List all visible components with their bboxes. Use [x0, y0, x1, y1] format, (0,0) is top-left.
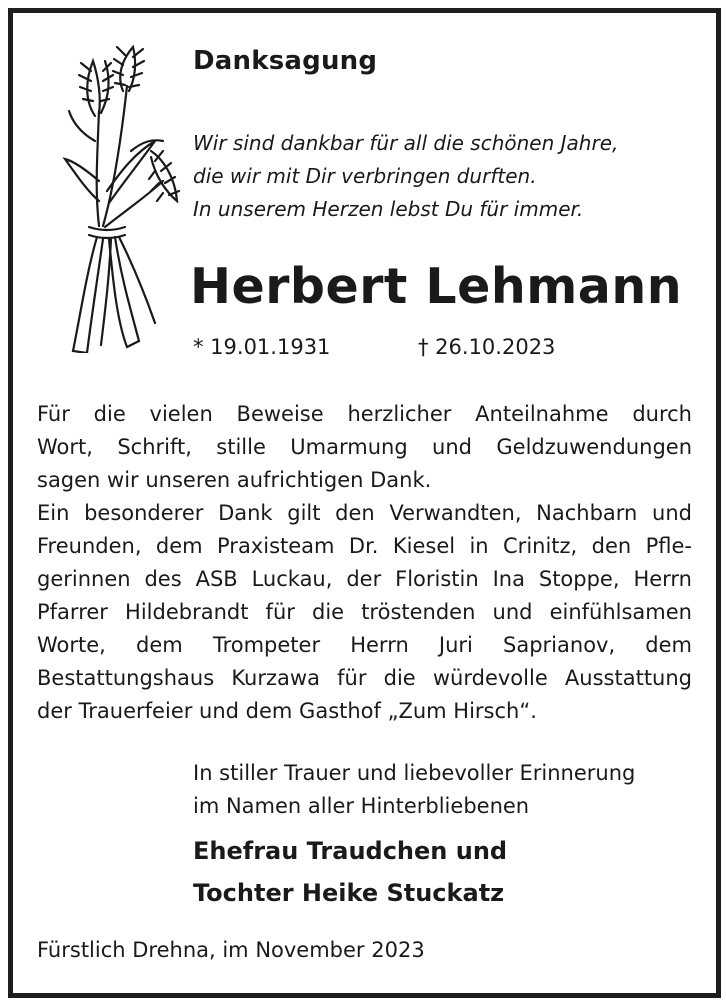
obituary-card	[8, 8, 721, 998]
text-line: Worte, dem Trompeter Herrn Juri Saprianov, dem	[37, 633, 692, 657]
verse-line: In unserem Herzen lebst Du für immer.	[193, 197, 584, 221]
closing-lines	[193, 757, 635, 823]
deceased-name: Herbert Lehmann	[190, 258, 683, 315]
family-line: Tochter Heike Stuckatz	[193, 879, 505, 907]
text-line: gerinnen des ASB Luckau, der Floristin Ina Stoppe, Herrn	[37, 567, 692, 591]
closing-line: In stiller Trauer und liebevoller Erinnerung	[193, 761, 636, 785]
text-line: Wort, Schrift, stille Umarmung und Geldzuwendungen	[37, 435, 692, 459]
text-line: der Trauerfeier und dem Gasthof „Zum Hirsch“.	[37, 699, 537, 723]
thanks-text	[37, 398, 692, 728]
birth-date: * 19.01.1931	[193, 335, 331, 359]
closing-line: im Namen aller Hinterbliebenen	[193, 794, 530, 818]
text-line: Ein besonderer Dank gilt den Verwandten, Nachbarn und	[37, 501, 692, 525]
verse-line: die wir mit Dir verbringen durften.	[193, 164, 537, 188]
death-date: † 26.10.2023	[418, 335, 556, 359]
place-date: Fürstlich Drehna, im November 2023	[37, 938, 425, 962]
text-line: sagen wir unseren aufrichtigen Dank.	[37, 468, 432, 492]
memorial-verse	[193, 127, 693, 226]
text-line: Freunden, dem Praxisteam Dr. Kiesel in Crinitz, den Pfle-	[37, 534, 692, 558]
family-line: Ehefrau Traudchen und	[193, 837, 508, 865]
text-line: Für die vielen Beweise herzlicher Anteilnahme durch	[37, 402, 692, 426]
card-content	[37, 13, 696, 993]
family-signature	[193, 830, 507, 914]
wheat-bundle-icon	[51, 41, 181, 353]
text-line: Pfarrer Hildebrandt für die tröstenden und einfühlsamen	[37, 600, 692, 624]
heading: Danksagung	[193, 46, 378, 76]
verse-line: Wir sind dankbar für all die schönen Jahre,	[193, 131, 619, 155]
text-line: Bestattungshaus Kurzawa für die würdevolle Ausstattung	[37, 666, 692, 690]
